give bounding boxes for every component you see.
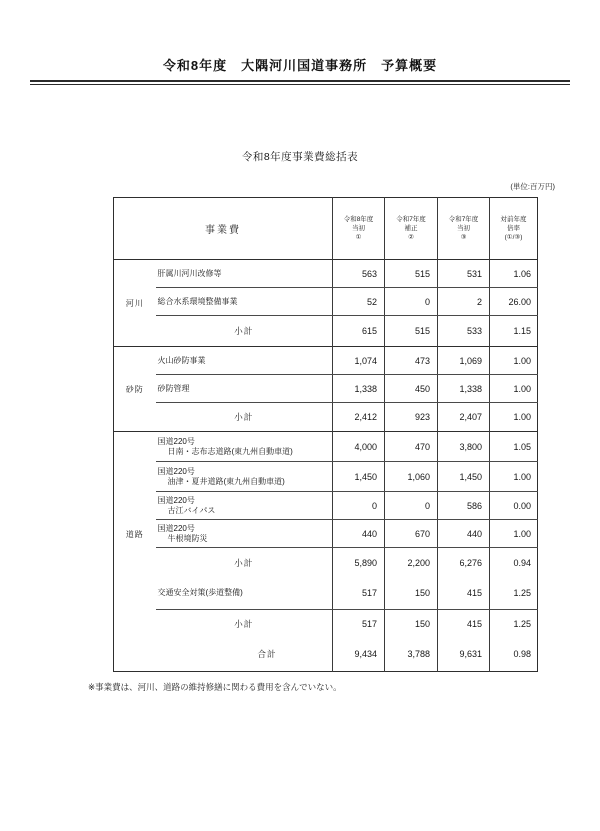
value-r8-initial: 0 xyxy=(333,492,385,520)
header-col-r7-initial-l1: 令和7年度 xyxy=(448,216,479,223)
value-ratio: 0.94 xyxy=(490,548,538,578)
header-col-r8-initial-l2: 当初 xyxy=(352,225,365,232)
document-title: 令和8年度 大隅河川国道事務所 予算概要 xyxy=(162,58,438,73)
header-col-r7-supplement xyxy=(385,198,438,260)
table-row xyxy=(114,462,538,492)
value-r7-initial: 2,407 xyxy=(438,403,490,432)
value-ratio: 0.00 xyxy=(490,492,538,520)
value-ratio: 1.25 xyxy=(490,610,538,638)
category-cell: 河川 xyxy=(125,298,144,308)
value-r7-supplement: 3,788 xyxy=(385,638,438,672)
title-double-rule xyxy=(30,80,570,85)
value-r8-initial: 5,890 xyxy=(333,548,385,578)
item-name: 砂防管理 xyxy=(156,375,333,403)
value-r7-supplement: 1,060 xyxy=(385,462,438,492)
value-r8-initial: 517 xyxy=(333,610,385,638)
item-name-line1: 国道220号 xyxy=(157,436,195,446)
value-r7-supplement: 515 xyxy=(385,316,438,347)
table-row xyxy=(114,347,538,375)
value-ratio: 26.00 xyxy=(490,288,538,316)
value-r8-initial: 1,338 xyxy=(333,375,385,403)
table-row xyxy=(114,260,538,288)
header-col-r7-initial-l3: ③ xyxy=(460,234,467,241)
value-r7-initial: 1,069 xyxy=(438,347,490,375)
value-ratio: 1.15 xyxy=(490,316,538,347)
value-r7-supplement: 2,200 xyxy=(385,548,438,578)
item-name-line2: 日南・志布志道路(東九州自動車道) xyxy=(167,446,293,456)
value-r7-supplement: 923 xyxy=(385,403,438,432)
header-col-r8-initial-l3: ① xyxy=(355,234,362,241)
header-col-yoy-ratio xyxy=(490,198,538,260)
value-ratio: 1.00 xyxy=(490,403,538,432)
value-r7-initial: 1,338 xyxy=(438,375,490,403)
item-name xyxy=(156,520,333,548)
table-header xyxy=(114,198,538,260)
subtotal-row xyxy=(114,548,538,578)
total-label: 合計 xyxy=(257,649,277,660)
table-row xyxy=(114,432,538,462)
value-r8-initial: 1,074 xyxy=(333,347,385,375)
value-ratio: 1.00 xyxy=(490,347,538,375)
header-col-yoy-ratio-l3: (①/③) xyxy=(504,234,523,241)
value-r7-initial: 415 xyxy=(438,578,490,610)
section-river xyxy=(114,260,538,347)
category-cell: 砂防 xyxy=(125,384,144,394)
item-name xyxy=(156,492,333,520)
value-r7-initial: 586 xyxy=(438,492,490,520)
table-title: 令和8年度事業費総括表 xyxy=(241,151,359,163)
header-expense-label: 事業費 xyxy=(205,225,241,236)
value-r8-initial: 4,000 xyxy=(333,432,385,462)
value-r7-supplement: 473 xyxy=(385,347,438,375)
value-r7-supplement: 450 xyxy=(385,375,438,403)
header-col-yoy-ratio-l1: 対前年度 xyxy=(500,216,527,223)
table-row xyxy=(114,520,538,548)
subtotal-label: 小計 xyxy=(234,618,254,629)
value-r7-supplement: 0 xyxy=(385,492,438,520)
value-r7-initial: 1,450 xyxy=(438,462,490,492)
value-r7-initial: 531 xyxy=(438,260,490,288)
value-r8-initial: 9,434 xyxy=(333,638,385,672)
value-r8-initial: 1,450 xyxy=(333,462,385,492)
subtotal-row xyxy=(114,316,538,347)
value-ratio: 1.00 xyxy=(490,520,538,548)
value-r7-supplement: 150 xyxy=(385,610,438,638)
subtotal-label: 小計 xyxy=(234,412,254,422)
section-road xyxy=(114,432,538,638)
table-row xyxy=(114,492,538,520)
header-col-r7-supplement-l3: ② xyxy=(408,234,414,241)
subtotal-label: 小計 xyxy=(234,557,254,568)
header-col-r7-supplement-l1: 令和7年度 xyxy=(396,216,426,223)
item-name-line1: 国道220号 xyxy=(157,523,195,533)
header-col-r7-initial xyxy=(438,198,490,260)
value-ratio: 1.00 xyxy=(490,462,538,492)
value-r8-initial: 517 xyxy=(333,578,385,610)
header-col-r8-initial xyxy=(333,198,385,260)
item-name: 火山砂防事業 xyxy=(156,347,333,375)
value-r8-initial: 563 xyxy=(333,260,385,288)
subtotal-label: 小計 xyxy=(234,326,254,336)
budget-summary-table xyxy=(113,197,538,672)
footnote: ※事業費は、河川、道路の維持修繕に関わる費用を含んでいない。 xyxy=(88,682,342,692)
category-cell: 道路 xyxy=(125,530,144,540)
header-col-r8-initial-l1: 令和8年度 xyxy=(343,216,374,223)
item-name-line2: 牛根境防災 xyxy=(167,533,208,543)
value-r7-initial: 415 xyxy=(438,610,490,638)
header-col-r7-initial-l2: 当初 xyxy=(457,225,470,232)
item-name: 肝属川河川改修等 xyxy=(156,260,333,288)
item-name-line1: 国道220号 xyxy=(157,495,195,505)
header-col-r7-supplement-l2: 補正 xyxy=(404,225,418,232)
value-ratio: 1.25 xyxy=(490,578,538,610)
item-name-line2: 古江バイパス xyxy=(167,505,216,515)
value-ratio: 0.98 xyxy=(490,638,538,672)
subtotal-row xyxy=(114,403,538,432)
value-r7-initial: 533 xyxy=(438,316,490,347)
value-r7-supplement: 515 xyxy=(385,260,438,288)
item-name: 交通安全対策(歩道整備) xyxy=(156,578,333,610)
value-r7-initial: 2 xyxy=(438,288,490,316)
value-r7-supplement: 670 xyxy=(385,520,438,548)
item-name xyxy=(156,462,333,492)
value-r7-supplement: 150 xyxy=(385,578,438,610)
section-total xyxy=(114,638,538,672)
value-ratio: 1.05 xyxy=(490,432,538,462)
item-name-line2: 油津・夏井道路(東九州自動車道) xyxy=(167,476,285,486)
header-col-yoy-ratio-l2: 倍率 xyxy=(507,225,520,232)
value-r7-supplement: 0 xyxy=(385,288,438,316)
section-sabo xyxy=(114,347,538,432)
value-r8-initial: 440 xyxy=(333,520,385,548)
item-name-line1: 国道220号 xyxy=(157,466,195,476)
value-r7-supplement: 470 xyxy=(385,432,438,462)
subtotal-row xyxy=(114,610,538,638)
value-ratio: 1.06 xyxy=(490,260,538,288)
value-r7-initial: 9,631 xyxy=(438,638,490,672)
table-row xyxy=(114,288,538,316)
document-page xyxy=(0,55,600,831)
item-name xyxy=(156,432,333,462)
value-r8-initial: 615 xyxy=(333,316,385,347)
table-row xyxy=(114,375,538,403)
value-r7-initial: 6,276 xyxy=(438,548,490,578)
value-r8-initial: 52 xyxy=(333,288,385,316)
value-r7-initial: 440 xyxy=(438,520,490,548)
value-r7-initial: 3,800 xyxy=(438,432,490,462)
total-row xyxy=(114,638,538,672)
value-r8-initial: 2,412 xyxy=(333,403,385,432)
item-name: 総合水系環境整備事業 xyxy=(156,288,333,316)
value-ratio: 1.00 xyxy=(490,375,538,403)
unit-note: (単位:百万円) xyxy=(510,182,555,191)
table-row xyxy=(114,578,538,610)
